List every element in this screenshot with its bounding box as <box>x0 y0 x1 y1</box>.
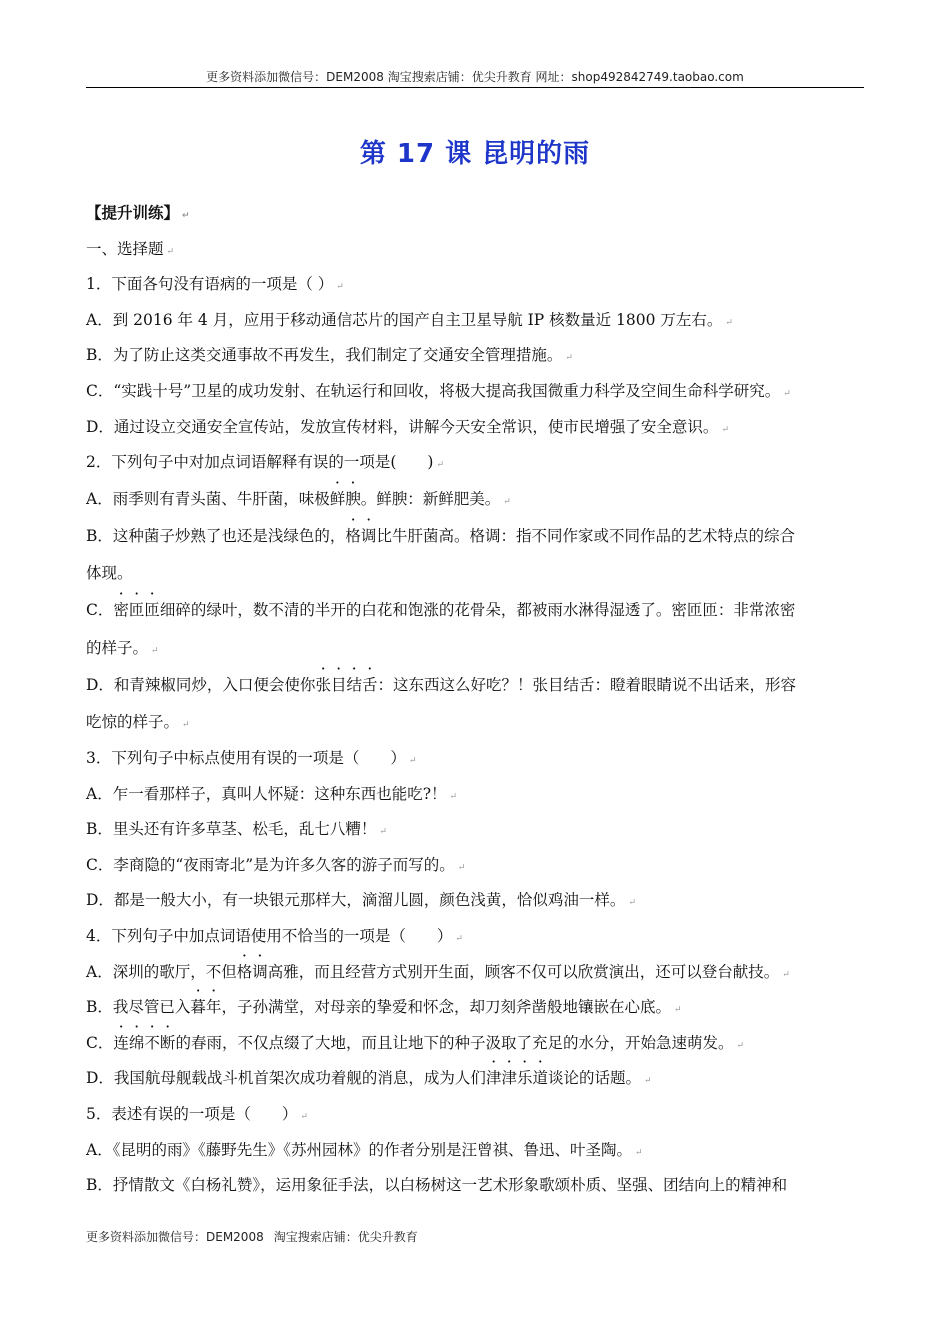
question-4-option-c: C．连绵不断的春雨，不仅点缀了大地，而且让地下的种子汲取了充足的水分，开始急速萌发。 ↵ <box>86 1033 744 1052</box>
page-footer <box>86 1228 418 1245</box>
header-divider <box>86 87 864 88</box>
question-3-option-d: D．都是一般大小，有一块银元那样大，滴溜儿圆，颜色浅黄，恰似鸡油一样。 ↵ <box>86 891 636 910</box>
dotted-char: 暮 <box>190 998 206 1017</box>
question-2-option-a: A．雨季则有青头菌、牛肝菌，味极鲜腴。鲜腴：新鲜肥美。 ↵ <box>86 489 511 508</box>
section-heading: 【提升训练】 ↵ <box>86 204 190 222</box>
question-1-option-d: D．通过设立交通安全宣传站，发放宣传材料，讲解今天安全常识，使市民增强了安全意识。 ↵ <box>86 417 729 436</box>
question-3-option-a: A．乍一看那样子，真叫人怀疑：这种东西也能吃?！ ↵ <box>86 784 458 803</box>
dotted-char: 年 <box>205 998 222 1017</box>
dotted-char: 张 <box>315 675 331 694</box>
dotted-char: 津 <box>485 1069 502 1088</box>
dotted-char: 津 <box>501 1069 517 1088</box>
dotted-char: 鲜 <box>329 489 346 508</box>
dotted-char: 匝 <box>144 601 160 620</box>
footer-wechat: 更多资料添加微信号：DEM2008 <box>86 1230 264 1244</box>
dotted-char: 调 <box>252 962 268 981</box>
dotted-char: 格 <box>236 962 253 981</box>
dotted-char: 结 <box>346 675 362 694</box>
dotted-char: 格 <box>345 526 361 545</box>
document-body <box>86 196 866 1204</box>
question-2-option-d: D．和青辣椒同炒，入口便会使你张目结舌：这东西这么好吃？！张目结舌：瞪着眼睛说不出话来，形容 <box>86 675 797 694</box>
question-1-option-a: A．到 2016 年 4 月，应用于移动通信芯片的国产自主卫星导航 IP 核数量近 1800 万左右。 ↵ <box>86 310 733 329</box>
dotted-char: 绵 <box>128 1033 145 1052</box>
dotted-char: 断 <box>159 1033 176 1052</box>
question-1-stem: 1．下面各句没有语病的一项是（ ） ↵ <box>86 275 344 294</box>
dotted-char: 腴 <box>345 489 361 508</box>
question-2-stem: 2．下列句子中对加点词语解释有误的一项是( ) ↵ <box>86 453 445 472</box>
question-4-stem: 4．下列句子中加点词语使用不恰当的一项是（ ） ↵ <box>86 927 463 946</box>
question-3-option-c: C．李商隐的“夜雨寄北”是为许多久客的游子而写的。 ↵ <box>86 855 466 874</box>
dotted-char: 乐 <box>516 1069 533 1088</box>
dotted-char: 不 <box>144 1033 160 1052</box>
question-2-option-b-cont: 体现。 <box>86 564 133 583</box>
dotted-char: 道 <box>532 1069 548 1088</box>
dotted-char: 调 <box>360 526 377 545</box>
dotted-char: 舌 <box>361 675 378 694</box>
question-2-option-b: B．这种菌子炒熟了也还是浅绿色的，格调比牛肝菌高。格调：指不同作家或不同作品的艺术特点的综合 <box>86 526 795 545</box>
question-4-option-d: D．我国航母舰载战斗机首架次成功着舰的消息，成为人们津津乐道谈论的话题。 ↵ <box>86 1069 652 1088</box>
page-header: 更多资料添加微信号：DEM2008 淘宝搜索店铺：优尖升教育 网址：shop492842749.taobao.com <box>206 70 744 84</box>
question-4-option-a: A．深圳的歌厅，不但格调高雅，而且经营方式别开生面，顾客不仅可以欣赏演出，还可以登台献技。 ↵ <box>86 962 790 981</box>
question-3-option-b: B．里头还有许多草茎、松毛，乱七八糟！ ↵ <box>86 820 387 839</box>
question-1-option-c: C．“实践十号”卫星的成功发射、在轨运行和回收，将极大提高我国微重力科学及空间生命科学研究。 ↵ <box>86 381 791 400</box>
question-4-option-b: B．我尽管已入暮年，子孙满堂，对母亲的挚爱和怀念，却刀刻斧凿般地镶嵌在心底。 ↵ <box>86 998 682 1017</box>
question-5-option-a: A．《昆明的雨》《藤野先生》《苏州园林》的作者分别是汪曾祺、鲁迅、叶圣陶。 ↵ <box>86 1140 643 1159</box>
question-2-option-c: C．密匝匝细碎的绿叶，数不清的半开的白花和饱涨的花骨朵，都被雨水淋得湿透了。密匝匝：非常浓密 <box>86 601 796 620</box>
question-1-option-b: B．为了防止这类交通事故不再发生，我们制定了交通安全管理措施。 ↵ <box>86 346 573 365</box>
dotted-char: 密 <box>113 601 129 620</box>
dotted-char: 目 <box>330 675 347 694</box>
question-3-stem: 3．下列句子中标点使用有误的一项是（ ） ↵ <box>86 749 417 768</box>
question-2-option-d-cont: 吃惊的样子。 ↵ <box>86 712 190 731</box>
dotted-char: 连 <box>113 1033 129 1052</box>
question-2-option-c-cont: 的样子。 ↵ <box>86 638 159 657</box>
part-heading: 一、选择题 ↵ <box>86 239 175 258</box>
question-5-stem: 5．表述有误的一项是（ ） ↵ <box>86 1105 308 1123</box>
lesson-title: 第 17 课 昆明的雨 <box>359 139 591 169</box>
footer-shop: 淘宝搜索店铺：优尖升教育 <box>273 1230 418 1244</box>
question-5-option-b: B．抒情散文《白杨礼赞》，运用象征手法，以白杨树这一艺术形象歌颂朴质、坚强、团结向上的精神和 <box>86 1176 788 1195</box>
dotted-char: 匝 <box>128 601 145 620</box>
